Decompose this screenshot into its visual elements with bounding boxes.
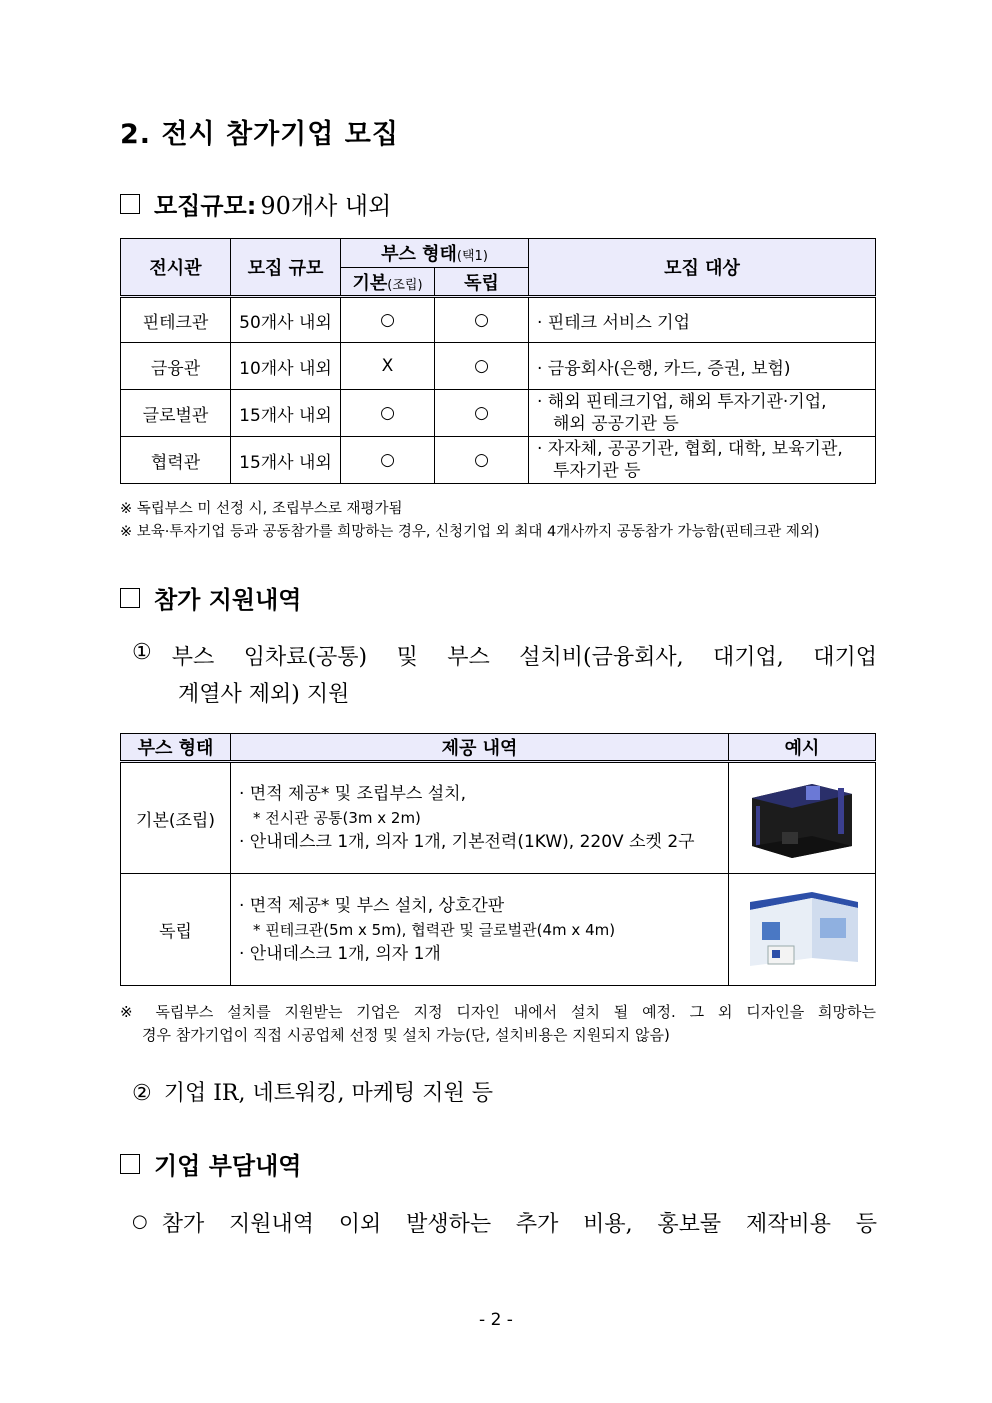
notes-1: ※ 독립부스 미 선정 시, 조립부스로 재평가됨 ※ 보육·투자기업 등과 공동참가를 희망하는 경우, 신청기업 외 최대 4개사까지 공동참가 가능함(핀테크관 제외) bbox=[120, 501, 820, 540]
support-table: 부스 형태 제공 내역 예시 기본(조립) · 면적 제공* 및 조립부스 설치, * 전시관 공통(3m x 2m) · 안내데스크 1개, 의자 1개, 기본전력(1KW), 220V 소켓 2구 독립 · 면적 제공* 및 부스 설치, 상호간판 * 핀테크관(5m x 5m), 협력관 및 글로벌관(4m x 4m) · 안내데스크 1개, 의자 1개 bbox=[120, 733, 876, 986]
table-row: 독립 · 면적 제공* 및 부스 설치, 상호간판 * 핀테크관(5m x 5m), 협력관 및 글로벌관(4m x 4m) · 안내데스크 1개, 의자 1개 bbox=[121, 874, 876, 986]
booth-image-icon bbox=[742, 888, 862, 972]
table-row: 기본(조립) · 면적 제공* 및 조립부스 설치, * 전시관 공통(3m x 2m) · 안내데스크 1개, 의자 1개, 기본전력(1KW), 220V 소켓 2구 bbox=[121, 762, 876, 874]
section-value: 90개사 내외 bbox=[260, 192, 392, 220]
independent-booth-image bbox=[729, 874, 876, 986]
checkbox-square-icon bbox=[120, 1154, 140, 1174]
recruit-table bbox=[120, 238, 876, 484]
header-indep: 독립 bbox=[435, 268, 529, 297]
table-row: 글로벌관 15개사 내외 ○ ○ · 해외 핀테크기업, 해외 투자기관·기업, 해외 공공기관 등 bbox=[121, 390, 876, 437]
support-item-2: ② 기업 IR, 네트워킹, 마케팅 지원 등 bbox=[132, 1081, 493, 1106]
section-burden: 기업 부담내역 bbox=[120, 1146, 301, 1181]
checkbox-square-icon bbox=[120, 194, 140, 214]
header-scale: 모집 규모 bbox=[231, 239, 341, 297]
section-recruit-scale bbox=[120, 186, 391, 221]
table-row: 핀테크관 50개사 내외 ○ ○ · 핀테크 서비스 기업 bbox=[121, 297, 876, 343]
table-row: 금융관 10개사 내외 X ○ · 금융회사(은행, 카드, 증권, 보험) bbox=[121, 343, 876, 390]
basic-booth-image bbox=[729, 762, 876, 874]
booth-image-icon bbox=[742, 776, 862, 860]
section-support: 참가 지원내역 bbox=[120, 580, 301, 615]
page-heading: 2. 전시 참가기업 모집 bbox=[120, 119, 399, 150]
header-target: 모집 대상 bbox=[529, 239, 876, 297]
checkbox-square-icon bbox=[120, 588, 140, 608]
page-number: - 2 - bbox=[479, 1310, 513, 1330]
header-basic: 기본(조립) bbox=[341, 268, 435, 297]
support-item-1: ① 부스 임차료(공통) 및 부스 설치비(금융회사, 대기업, 대기업 계열사 제외) 지원 bbox=[132, 640, 877, 707]
table-row: 협력관 15개사 내외 ○ ○ · 자자체, 공공기관, 협회, 대학, 보육기관, 투자기관 등 bbox=[121, 437, 876, 484]
notes-2: ※ 독립부스 설치를 지원받는 기업은 지정 디자인 내에서 설치 될 예정. 그 외 디자인을 희망하는 경우 참가기업이 직접 시공업체 선정 및 설치 가능(단, 설치비용은 지원되지 않음) bbox=[120, 1003, 876, 1044]
header-booth: 부스 형태(택1) bbox=[341, 239, 529, 268]
burden-item: ○ 참가 지원내역 이외 발생하는 추가 비용, 홍보물 제작비용 등 bbox=[132, 1211, 877, 1237]
header-hall: 전시관 bbox=[121, 239, 231, 297]
section-title: 모집규모: bbox=[154, 192, 257, 220]
